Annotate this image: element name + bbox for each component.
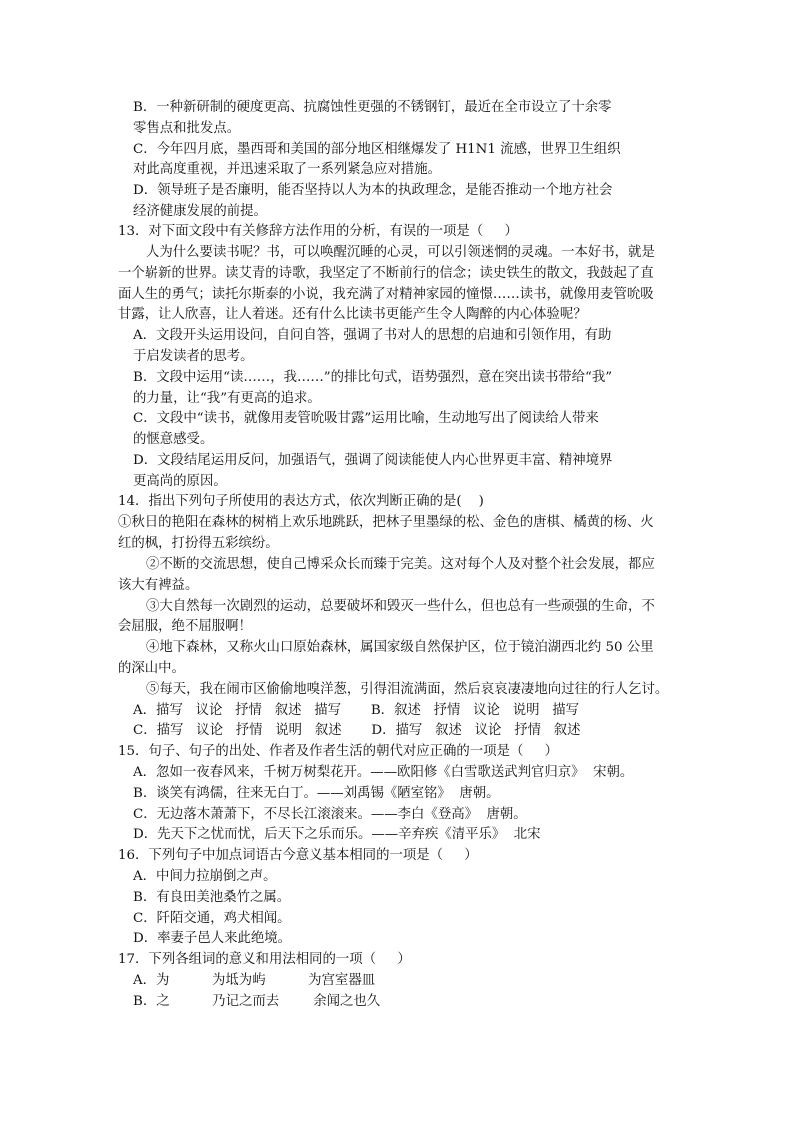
q13-option-a-line1: A．文段开头运用设问，自问自答，强调了书对人的思想的启迪和引领作用，有助 (133, 328, 612, 343)
q12-option-c-line2: 对此高度重视，并迅速采取了一系列紧急应对措施。 (133, 162, 441, 177)
q13-passage-line2: 一个崭新的世界。读艾青的诗歌，我坚定了不断前行的信念；读史铁生的散文，我鼓起了直 (118, 266, 654, 281)
q15-option-b: B．谈笑有鸿儒，往来无白丁。——刘禹锡《陋室铭》 唐朝。 (133, 786, 500, 801)
q12-option-d-line1: D．领导班子是否廉明，能否坚持以人为本的执政理念，是能否推动一个地方社会 (133, 183, 613, 198)
q15-option-a: A．忽如一夜春风来，千树万树梨花开。——欧阳修《白雪歌送武判官归京》 宋朝。 (133, 765, 634, 780)
q16-option-c: C．阡陌交通，鸡犬相闻。 (133, 911, 291, 926)
q13-passage-line3: 面人生的勇气；读托尔斯泰的小说，我充满了对精神家园的憧憬……读书，就像用麦管吮吸 (118, 287, 654, 302)
q15-option-c: C．无边落木萧萧下，不尽长江滚滚来。——李白《登高》 唐朝。 (133, 807, 527, 822)
q14-sentence1-line2: 红的枫，打扮得五彩缤纷。 (118, 536, 279, 551)
q14-stem: 14．指出下列句子所使用的表达方式，依次判断正确的是( ) (118, 494, 484, 509)
q12-option-c-line1: C．今年四月底，墨西哥和美国的部分地区相继爆发了 H1N1 流感，世界卫生组织 (133, 142, 621, 157)
q14-options-ab: A．描写 议论 抒情 叙述 描写 B．叙述 抒情 议论 说明 描写 (133, 703, 580, 718)
q13-option-d-line1: D．文段结尾运用反问，加强语气，强调了阅读能使人内心世界更丰富、精神境界 (133, 453, 613, 468)
q17-stem: 17．下列各组词的意义和用法相同的一项（ ） (118, 952, 411, 967)
q15-stem: 15．句子、句子的出处、作者及作者生活的朝代对应正确的一项是（ ） (118, 744, 559, 759)
q17-option-a: A．为 为坻为屿 为宫室器皿 (133, 973, 376, 988)
q14-sentence4-line1: ④地下森林，又称火山口原始森林，属国家级自然保护区，位于镜泊湖西北约 50 公里 (146, 640, 654, 655)
q13-passage-line4: 甘露，让人欣喜，让人着迷。还有什么比读书更能产生令人陶醉的内心体验呢？ (118, 307, 587, 322)
q13-option-c-line1: C．文段中“读书，就像用麦管吮吸甘露”运用比喻，生动地写出了阅读给人带来 (133, 411, 599, 426)
q13-option-b-line2: 的力量，让“我”有更高的追求。 (133, 391, 321, 406)
q16-stem: 16．下列句子中加点词语古今意义基本相同的一项是（ ） (118, 848, 478, 863)
q12-option-b-line2: 零售点和批发点。 (133, 121, 241, 136)
q16-option-a: A．中间力拉崩倒之声。 (133, 869, 277, 884)
q16-option-d: D．率妻子邑人来此绝境。 (133, 931, 292, 946)
q14-sentence3-line2: 会屈服，绝不屈服啊！ (118, 619, 252, 634)
q16-option-b: B．有良田美池桑竹之属。 (133, 890, 291, 905)
q17-option-b: B．之 乃记之而去 余闻之也久 (133, 994, 381, 1009)
q14-sentence2-line2: 该大有裨益。 (118, 578, 199, 593)
q13-stem: 13．对下面文段中有关修辞方法作用的分析，有误的一项是（ ） (118, 224, 518, 239)
q13-option-b-line1: B．文段中运用“读……，我……”的排比句式，语势强烈，意在突出读书带给“我” (133, 370, 613, 385)
q12-option-d-line2: 经济健康发展的前提。 (133, 204, 267, 219)
q14-sentence1-line1: ①秋日的艳阳在森林的树梢上欢乐地跳跃，把林子里墨绿的松、金色的唐棋、橘黄的杨、火 (118, 515, 654, 530)
q14-sentence2-line1: ②不断的交流思想，使自己博采众长而臻于完美。这对每个人及对整个社会发展，都应 (146, 557, 655, 572)
q13-option-a-line2: 于启发读者的思考。 (133, 349, 254, 364)
q13-option-d-line2: 更高尚的原因。 (133, 474, 227, 489)
q14-sentence5: ⑤每天，我在闹市区偷偷地嗅洋葱，引得泪流满面，然后哀哀凄凄地向过往的行人乞讨。 (146, 682, 669, 697)
q12-option-b-line1: B．一种新研制的硬度更高、抗腐蚀性更强的不锈钢钉，最近在全市设立了十余零 (133, 100, 612, 115)
q15-option-d: D．先天下之忧而忧，后天下之乐而乐。——辛弃疾《清平乐》 北宋 (133, 827, 541, 842)
q14-sentence3-line1: ③大自然每一次剧烈的运动，总要破坏和毁灭一些什么，但也总有一些顽强的生命，不 (146, 599, 655, 614)
q14-sentence4-line2: 的深山中。 (118, 661, 185, 676)
q13-passage-line1: 人为什么要读书呢？书，可以唤醒沉睡的心灵，可以引领迷惘的灵魂。一本好书，就是 (146, 245, 655, 260)
q13-option-c-line2: 的惬意感受。 (133, 432, 214, 447)
q14-options-cd: C．描写 议论 抒情 说明 叙述 D．描写 叙述 议论 抒情 叙述 (133, 723, 581, 738)
